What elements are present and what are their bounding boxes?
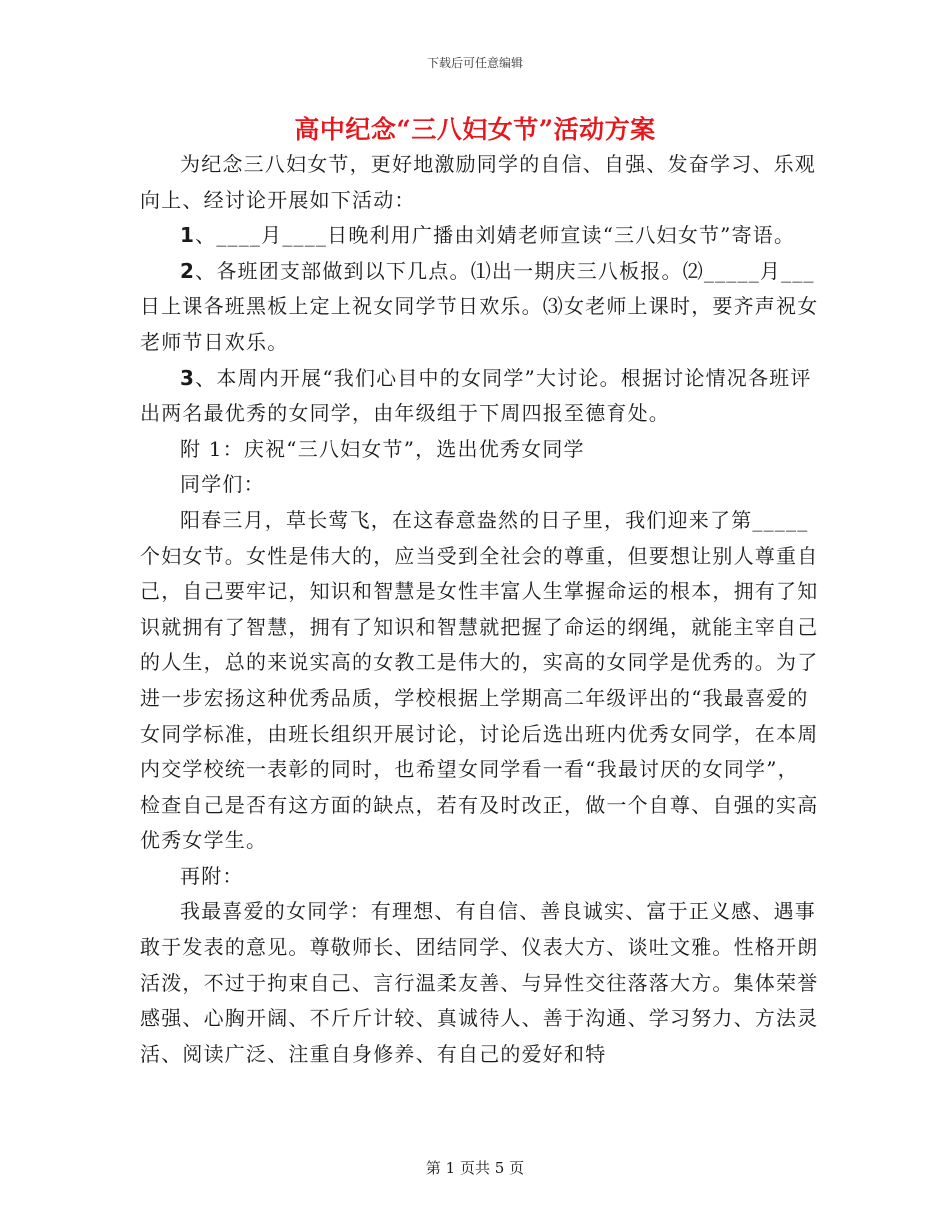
document-title: 高中纪念“三八妇女节”活动方案 bbox=[294, 115, 656, 144]
paragraph-text: 为纪念三八妇女节，更好地激励同学的自信、自强、发奋学习、乐观向上、经讨论开展如下活动： bbox=[140, 152, 816, 212]
item-paragraph-2 bbox=[140, 254, 820, 361]
item-paragraph-3 bbox=[140, 361, 820, 432]
item-number: 3 bbox=[180, 365, 196, 390]
page-footer: 第 1 页共 5 页 bbox=[425, 1159, 525, 1177]
appendix-heading bbox=[140, 432, 820, 468]
letter-body-paragraph bbox=[140, 503, 820, 859]
item-number: 2 bbox=[180, 258, 196, 283]
paragraph-text: 我最喜爱的女同学：有理想、有自信、善良诚实、富于正义感、遇事敢于发表的意见。尊敬师长、团结同学、仪表大方、谈吐文雅。性格开朗活泼，不过于拘束自己、言行温柔友善、与异性交往落落大方。集体荣誉感强、心胸开阔、不斤斤计较、真诚待人、善于沟通、学习努力、方法灵活、阅读广泛、注重自身修养、有自己的爱好和特 bbox=[140, 899, 819, 1066]
favorite-student-paragraph bbox=[140, 894, 820, 1072]
document-body bbox=[140, 147, 820, 1072]
paragraph-text: 再附： bbox=[180, 863, 244, 888]
paragraph-text: 、各班团支部做到以下几点。⑴出一期庆三八板报。⑵_____月___日上课各班黑板上定上祝女同学节日欢乐。⑶女老师上课时，要齐声祝女老师节日欢乐。 bbox=[140, 258, 819, 354]
paragraph-text: 、____月____日晚利用广播由刘婧老师宣读“三八妇女节”寄语。 bbox=[195, 223, 796, 248]
paragraph-text: 附 1：庆祝“三八妇女节”，选出优秀女同学 bbox=[180, 436, 585, 461]
paragraph-text: 阳春三月，草长莺飞，在这春意盎然的日子里，我们迎来了第_____个妇女节。女性是伟大的，应当受到全社会的尊重，但要想让别人尊重自己，自己要牢记，知识和智慧是女性丰富人生掌握命运的根本，拥有了知识就拥有了智慧，拥有了知识和智慧就把握了命运的纲绳，就能主宰自己的人生，总的来说实高的女教工是伟大的，实高的女同学是优秀的。为了进一步宏扬这种优秀品质，学校根据上学期高二年级评出的“我最喜爱的女同学标准，由班长组织开展讨论，讨论后选出班内优秀女同学，在本周内交学校统一表彰的同时，也希望女同学看一看“我最讨厌的女同学”，检查自己是否有这方面的缺点，若有及时改正，做一个自尊、自强的实高优秀女学生。 bbox=[140, 507, 819, 853]
item-number: 1 bbox=[180, 223, 196, 248]
paragraph-text: 同学们： bbox=[180, 472, 265, 497]
page-header: 下载后可任意编辑 bbox=[426, 56, 523, 70]
intro-paragraph bbox=[140, 147, 820, 218]
item-paragraph-1 bbox=[140, 218, 820, 254]
second-appendix-heading bbox=[140, 859, 820, 895]
paragraph-text: 、本周内开展“我们心目中的女同学”大讨论。根据讨论情况各班评出两名最优秀的女同学，由年级组于下周四报至德育处。 bbox=[140, 365, 812, 426]
salutation bbox=[140, 467, 820, 503]
